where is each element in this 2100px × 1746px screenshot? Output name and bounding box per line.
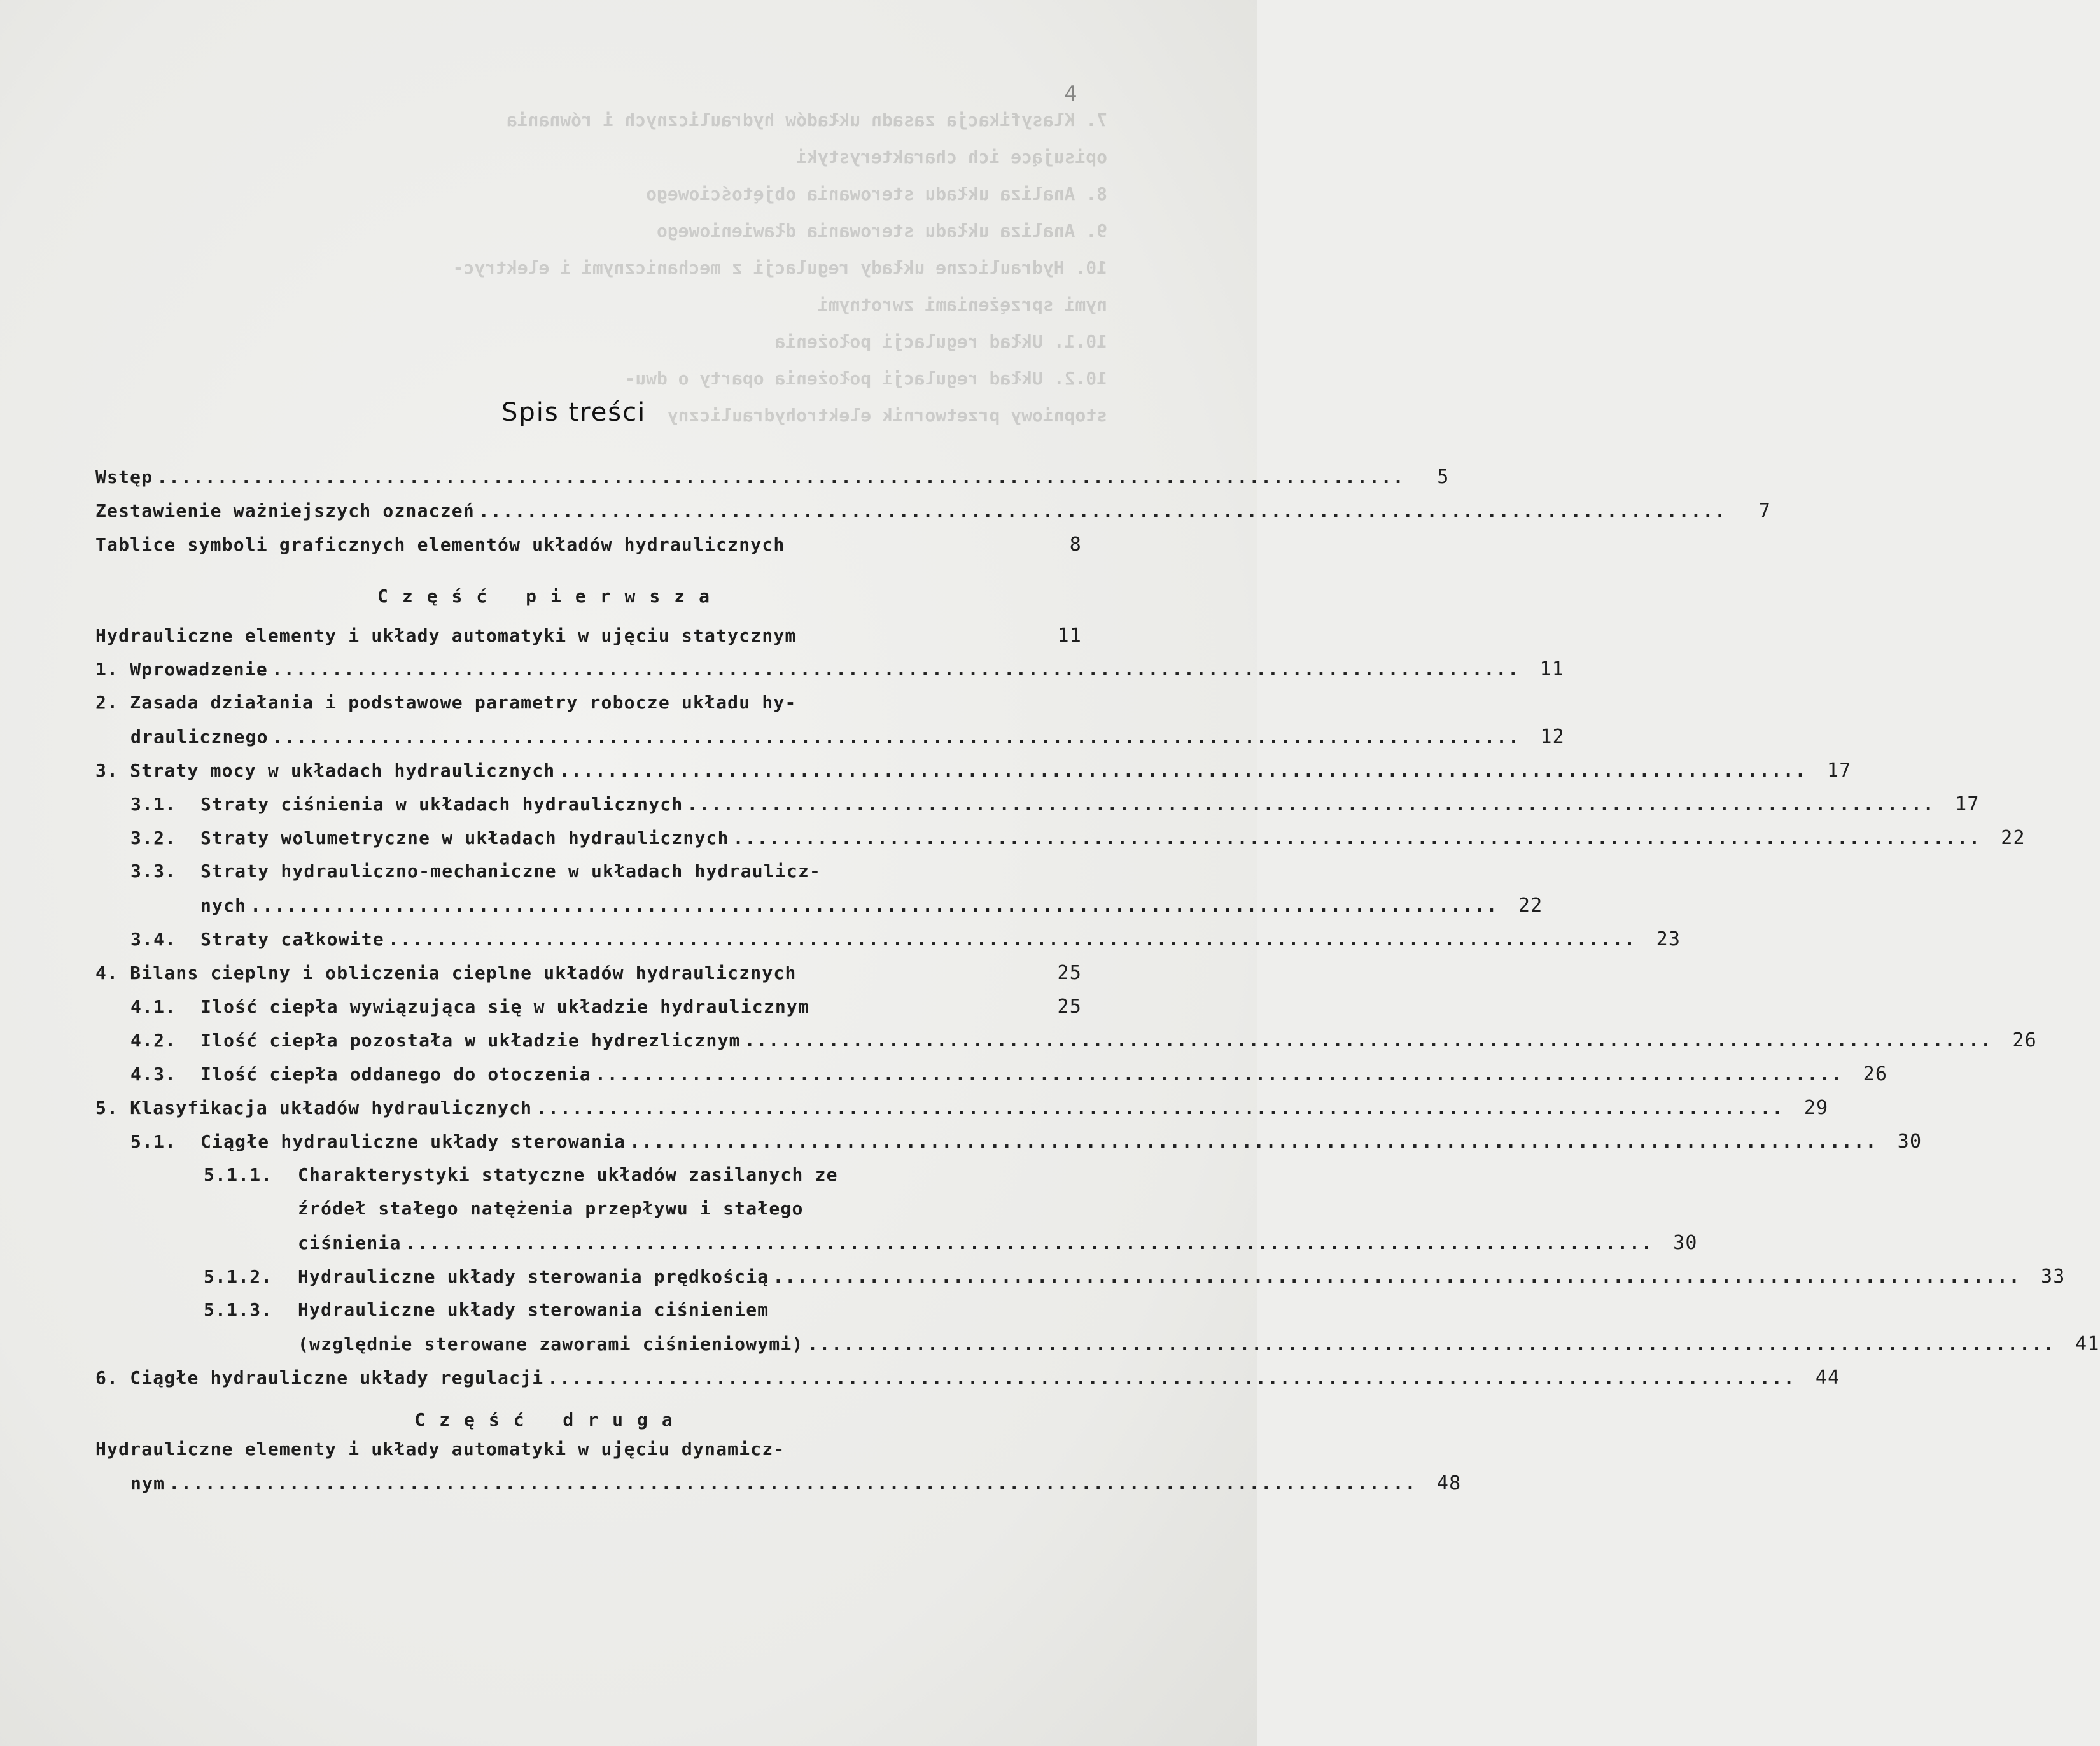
toc-entry[interactable]: Tablice symboli graficznych elementów układów hydraulicznych 8 — [95, 533, 1082, 556]
toc-subsubentry[interactable]: 5.1.3. Hydrauliczne układy sterowania ciśnieniem — [204, 1299, 769, 1320]
toc-entry[interactable]: Hydrauliczne elementy i układy automatyki w ujęciu statycznym 11 — [95, 624, 1082, 647]
toc-entry[interactable]: 6. Ciągłe hydrauliczne układy regulacji ........................................................................................................ 44 — [95, 1367, 1840, 1389]
toc-subentry[interactable]: 3.1. Straty ciśnienia w układach hydraulicznych ........................................................................................................ 17 — [130, 793, 1980, 815]
bleed-through-text: 7. Klasyfikacja zasadn układów hydraulicznych i równania opisujące ich charakterystyki 8. Analiza układu sterowania objętościowego 9. Analiza układu sterowania dławieniowego 10. Hydrauliczne układy regulacji z mechanicznymi i elektryc- nymi sprzężeniami zwrotnymi 10.1. Układ regulacji położenia 10.2. Układ regulacji położenia oparty o dwu- stopniowy przetwornik elektrohydrauliczny — [452, 109, 1107, 426]
part-heading: Część druga — [414, 1409, 687, 1430]
toc-entry[interactable]: 4. Bilans cieplny i obliczenia cieplne układów hydraulicznych 25 — [95, 962, 1082, 984]
toc-subentry[interactable]: 4.3. Ilość ciepła oddanego do otoczenia ........................................................................................................ 26 — [130, 1063, 1888, 1085]
toc-subsubentry[interactable]: 5.1.2. Hydrauliczne układy sterowania prędkością ........................................................................................................ 33 — [204, 1265, 2066, 1288]
toc-subsubentry-continuation[interactable]: (względnie sterowane zaworami ciśnieniowymi) ........................................................................................................ 41 — [298, 1333, 2100, 1355]
toc-entry-continuation[interactable]: draulicznego ........................................................................................................ 12 — [130, 726, 1565, 748]
toc-entry[interactable]: Wstęp ........................................................................................................ 5 — [95, 466, 1450, 488]
toc-entry[interactable]: Zestawienie ważniejszych oznaczeń ........................................................................................................ 7 — [95, 500, 1772, 522]
toc-subentry[interactable]: 4.1. Ilość ciepła wywiązująca się w układzie hydraulicznym 25 — [130, 996, 1082, 1018]
toc-subentry[interactable]: 3.2. Straty wolumetryczne w układach hydraulicznych ........................................................................................................ 22 — [130, 827, 2026, 849]
toc-subentry[interactable]: 3.4. Straty całkowite ........................................................................................................ 23 — [130, 928, 1681, 950]
toc-entry[interactable]: 3. Straty mocy w układach hydraulicznych ........................................................................................................ 17 — [95, 759, 1852, 782]
toc-subentry[interactable]: 3.3. Straty hydrauliczno-mechaniczne w układach hydraulicz- — [130, 861, 822, 882]
toc-entry[interactable]: 5. Klasyfikacja układów hydraulicznych ........................................................................................................ 29 — [95, 1097, 1829, 1119]
toc-subentry-continuation[interactable]: nych ........................................................................................................ 22 — [200, 894, 1543, 917]
table-of-contents — [95, 466, 2100, 1506]
toc-entry[interactable]: 1. Wprowadzenie ........................................................................................................ 11 — [95, 658, 1565, 680]
toc-subentry[interactable]: 5.1. Ciągłe hydrauliczne układy sterowania ........................................................................................................ 30 — [130, 1130, 1922, 1153]
toc-entry[interactable]: Hydrauliczne elementy i układy automatyki w ujęciu dynamicz- — [95, 1439, 785, 1460]
toc-entry-continuation[interactable]: nym ........................................................................................................ 48 — [130, 1472, 1462, 1495]
page-number: 4 — [1064, 81, 1077, 107]
toc-subentry[interactable]: 4.2. Ilość ciepła pozostała w układzie hydrezlicznym ........................................................................................................ 26 — [130, 1029, 2037, 1052]
toc-subsubentry-continuation[interactable]: źródeł stałego natężenia przepływu i stałego — [298, 1198, 804, 1219]
toc-entry[interactable]: 2. Zasada działania i podstawowe parametry robocze układu hy- — [95, 692, 797, 713]
toc-subsubentry[interactable]: 5.1.1. Charakterystyki statyczne układów zasilanych ze — [204, 1164, 838, 1185]
part-heading: Część pierwsza — [377, 585, 724, 607]
page-title: Spis treści — [501, 398, 647, 427]
toc-subsubentry-continuation[interactable]: ciśnienia ........................................................................................................ 30 — [298, 1232, 1698, 1254]
